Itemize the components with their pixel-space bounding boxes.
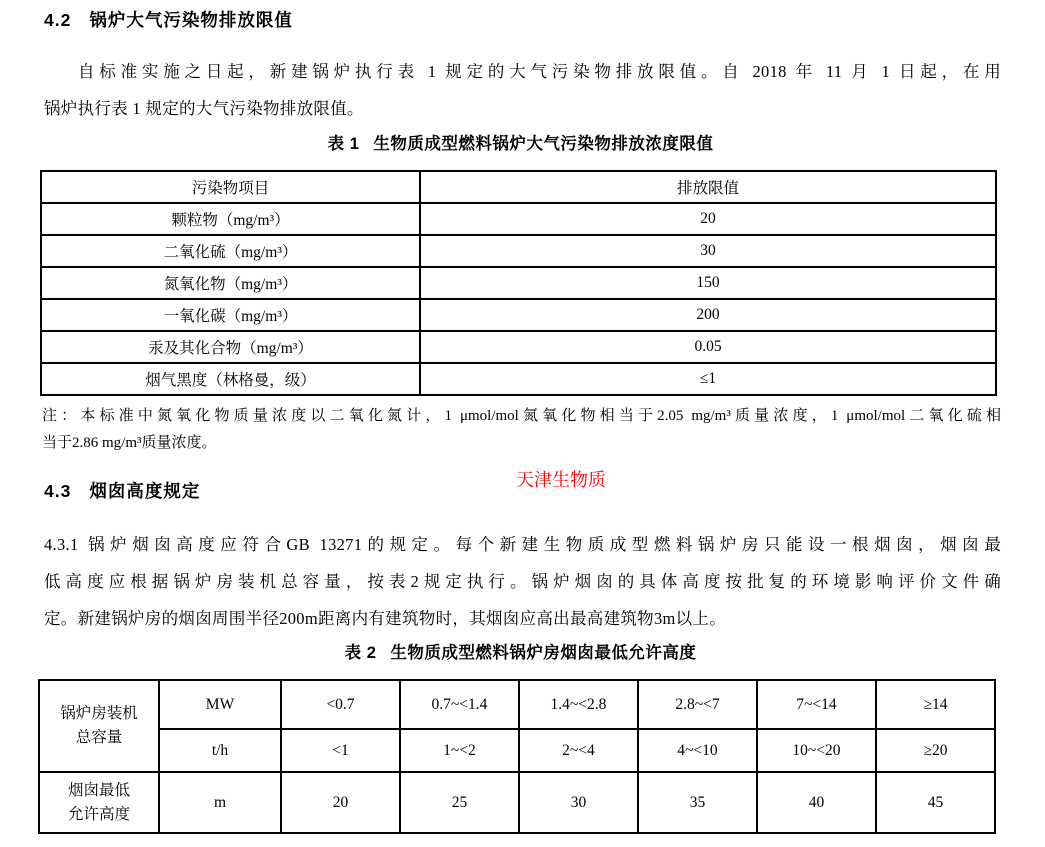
table1-header-row [41, 171, 996, 203]
table2-cell: 1~<2 [400, 729, 519, 772]
table1-item: 氮氧化物（mg/m³） [41, 267, 420, 299]
table-row [41, 299, 996, 331]
section-4-3-number: 4.3 [44, 481, 72, 501]
table1-header-limit: 排放限值 [420, 171, 996, 203]
table2-height-label [39, 772, 159, 833]
table2-chimney-heights [38, 679, 996, 834]
table-row [41, 363, 996, 395]
paragraph-line: 锅炉执行表 1 规定的大气污染物排放限值。 [44, 99, 364, 118]
table1-item: 二氧化硫（mg/m³） [41, 235, 420, 267]
table-row [41, 267, 996, 299]
section-4-3-title: 烟囱高度规定 [89, 481, 201, 501]
table2-unit: m [159, 772, 281, 833]
table1-note [40, 403, 1001, 457]
table2-cell: 35 [638, 772, 757, 833]
table2-cell: 7~<14 [757, 680, 876, 729]
section-4-2-heading [40, 8, 1001, 32]
table-row [41, 331, 996, 363]
paragraph-line: 低高度应根据锅炉房装机总容量，按表2规定执行。锅炉烟囱的具体高度按批复的环境影响评价文件确 [44, 572, 1001, 591]
table1-caption-text: 生物质成型燃料锅炉大气污染物排放浓度限值 [373, 135, 714, 153]
table-row [41, 203, 996, 235]
table1-item: 汞及其化合物（mg/m³） [41, 331, 420, 363]
note-line: 当于2.86 mg/m³质量浓度。 [42, 435, 217, 451]
table-row [41, 235, 996, 267]
table1-value: 150 [420, 267, 996, 299]
table2-capacity-label-line1: 锅炉房装机 [60, 705, 138, 722]
table2-cell: 10~<20 [757, 729, 876, 772]
paragraph-line: 自标准实施之日起，新建锅炉执行表 1 规定的大气污染物排放限值。自 2018 年 11 月 1 日起，在用 [78, 62, 1001, 81]
table1-value: 200 [420, 299, 996, 331]
table2-caption-text: 生物质成型燃料锅炉房烟囱最低允许高度 [390, 644, 697, 662]
table2-height-label-line2: 允许高度 [67, 805, 130, 823]
table1-caption [40, 133, 1001, 155]
table2-cell: 4~<10 [638, 729, 757, 772]
table1-item: 一氧化碳（mg/m³） [41, 299, 420, 331]
table1-header-pollutant: 污染物项目 [41, 171, 420, 203]
table1-pollutant-limits [40, 170, 997, 396]
table1-value: 20 [420, 203, 996, 235]
table1-caption-label: 表 1 [327, 135, 360, 153]
table2-cell: 2~<4 [519, 729, 638, 772]
table2-capacity-label-line2: 总容量 [75, 729, 123, 746]
section-4-2-paragraph [40, 53, 1001, 127]
table2-cell: ≥20 [876, 729, 995, 772]
table2-capacity-label [39, 680, 159, 772]
table2-cell: <0.7 [281, 680, 400, 729]
table1-value: 30 [420, 235, 996, 267]
table2-caption [40, 642, 1001, 664]
table2-unit: MW [159, 680, 281, 729]
table2-height-label-line1: 烟囱最低 [67, 781, 130, 799]
table1-item: 颗粒物（mg/m³） [41, 203, 420, 235]
table2-cell: 0.7~<1.4 [400, 680, 519, 729]
table2-caption-label: 表 2 [344, 644, 377, 662]
paragraph-line: 定。新建锅炉房的烟囱周围半径200m距离内有建筑物时，其烟囱应高出最高建筑物3m以上。 [44, 609, 727, 628]
table2-cell: ≥14 [876, 680, 995, 729]
section-4-2-number: 4.2 [44, 10, 72, 30]
table2-cell: 20 [281, 772, 400, 833]
note-line: 注：本标准中氮氧化物质量浓度以二氧化氮计，1 μmol/mol氮氧化物相当于2.05 mg/m³质量浓度，1 μmol/mol二氧化硫相 [42, 408, 1001, 424]
section-4-3-header-area [40, 470, 1001, 503]
table2-cell: <1 [281, 729, 400, 772]
table2-cell: 25 [400, 772, 519, 833]
section-4-2-title: 锅炉大气污染物排放限值 [89, 10, 293, 30]
table2-cell: 40 [757, 772, 876, 833]
table2-row-th [39, 729, 995, 772]
table1-item: 烟气黑度（林格曼，级） [41, 363, 420, 395]
table2-cell: 2.8~<7 [638, 680, 757, 729]
table2-row-height [39, 772, 995, 833]
table2-cell: 1.4~<2.8 [519, 680, 638, 729]
table2-cell: 45 [876, 772, 995, 833]
table2-row-mw [39, 680, 995, 729]
paragraph-line: 4.3.1 锅炉烟囱高度应符合GB 13271的规定。每个新建生物质成型燃料锅炉房只能设一根烟囱，烟囱最 [44, 535, 1001, 554]
table1-value: ≤1 [420, 363, 996, 395]
table2-unit: t/h [159, 729, 281, 772]
watermark-text: 天津生物质 [516, 470, 606, 490]
table2-cell: 30 [519, 772, 638, 833]
section-4-3-1-paragraph [40, 526, 1001, 637]
table1-value: 0.05 [420, 331, 996, 363]
